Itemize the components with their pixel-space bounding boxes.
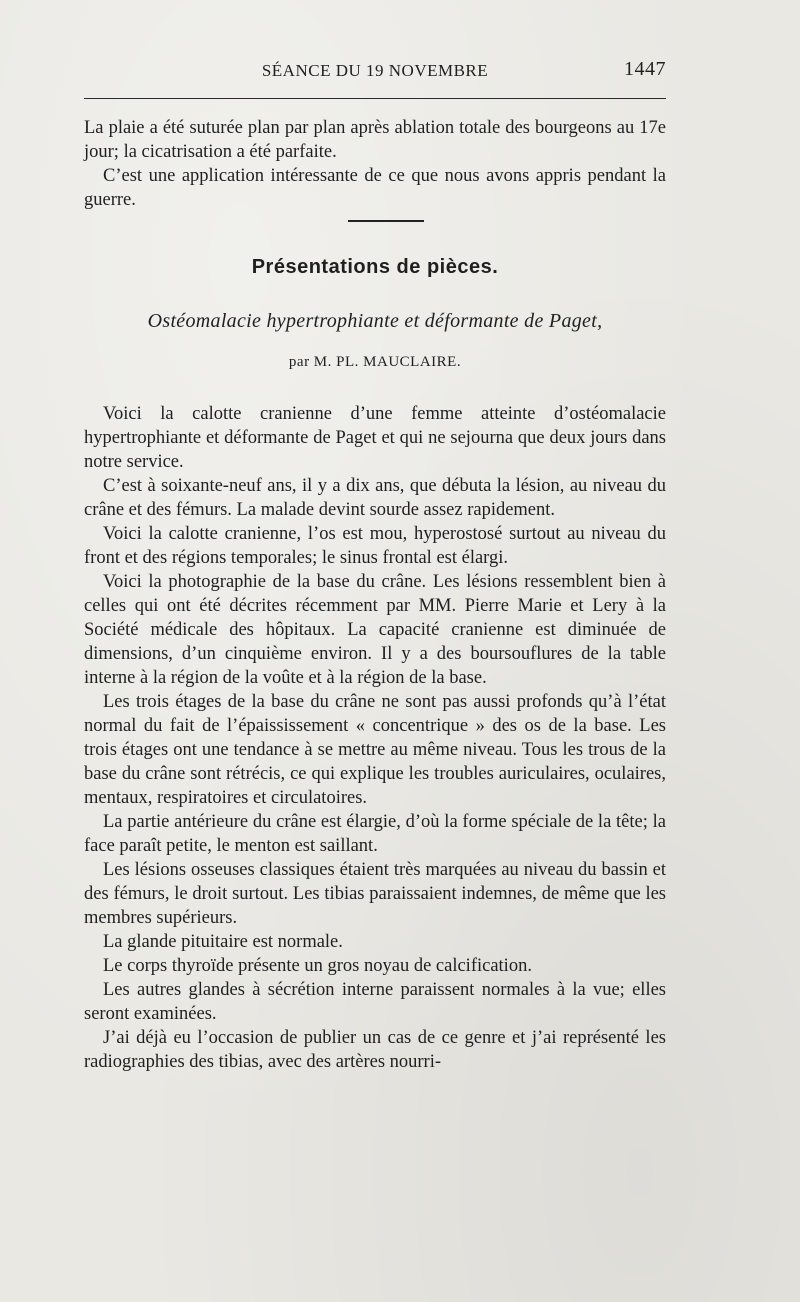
paragraph: J’ai déjà eu l’occasion de publier un cas de ce genre et j’ai représenté les radiographies des tibias, avec des artères nourri-	[84, 1028, 666, 1072]
paragraph: Les trois étages de la base du crâne ne sont pas aussi profonds qu’à l’état normal du fait de l’épaississement « concentrique » des os de la base. Les trois étages ont une tendance à se mettre au même niveau. Tous les trous de la base du crâne sont rétrécis, ce qui explique les troubles auriculaires, oculaires, mentaux, respiratoires et circulatoires.	[84, 692, 666, 808]
paragraph: C’est à soixante-neuf ans, il y a dix ans, que débuta la lésion, au niveau du crâne et des fémurs. La malade devint sourde assez rapidement.	[84, 476, 666, 520]
paragraph: La partie antérieure du crâne est élargie, d’où la forme spéciale de la tête; la face paraît petite, le menton est saillant.	[84, 812, 666, 856]
section-heading: Présentations de pièces.	[251, 256, 499, 278]
paragraph: Les autres glandes à sécrétion interne paraissent normales à la vue; elles seront examinées.	[84, 980, 666, 1024]
paragraph: Voici la calotte cranienne, l’os est mou, hyperostosé surtout au niveau du front et des régions temporales; le sinus frontal est élargi.	[84, 524, 666, 568]
article-body	[84, 402, 666, 1074]
paragraph: Les lésions osseuses classiques étaient très marquées au niveau du bassin et des fémurs, le droit surtout. Les tibias paraissaient indemnes, de même que les membres supérieurs.	[84, 860, 666, 928]
paragraph: La plaie a été suturée plan par plan après ablation totale des bourgeons au 17e jour; la cicatrisation a été parfaite.	[84, 118, 666, 162]
intro-text	[84, 116, 666, 212]
article-title: Ostéomalacie hypertrophiante et déformante de Paget,	[147, 310, 603, 332]
paragraph: Voici la calotte cranienne d’une femme atteinte d’ostéomalacie hypertrophiante et déformante de Paget et qui ne sejourna que deux jours dans notre service.	[84, 404, 666, 472]
header-rule	[84, 98, 666, 99]
section-divider	[348, 220, 424, 222]
paragraph: Voici la photographie de la base du crâne. Les lésions ressemblent bien à celles qui ont été décrites récemment par MM. Pierre Marie et Lery à la Société médicale des hôpitaux. La capacité cranienne est diminuée de dimensions, d’un cinquième environ. Il y a des boursouflures de la table interne à la région de la voûte et à la région de la base.	[84, 572, 666, 688]
paragraph: La glande pituitaire est normale.	[103, 932, 343, 952]
article-byline: par M. PL. MAUCLAIRE.	[288, 354, 462, 370]
paragraph: Le corps thyroïde présente un gros noyau de calcification.	[103, 956, 532, 976]
paragraph: C’est une application intéressante de ce que nous avons appris pendant la guerre.	[84, 166, 666, 210]
page-number: 1447	[624, 58, 666, 80]
running-head-title: SÉANCE DU 19 NOVEMBRE	[261, 61, 489, 80]
running-head	[84, 58, 666, 82]
